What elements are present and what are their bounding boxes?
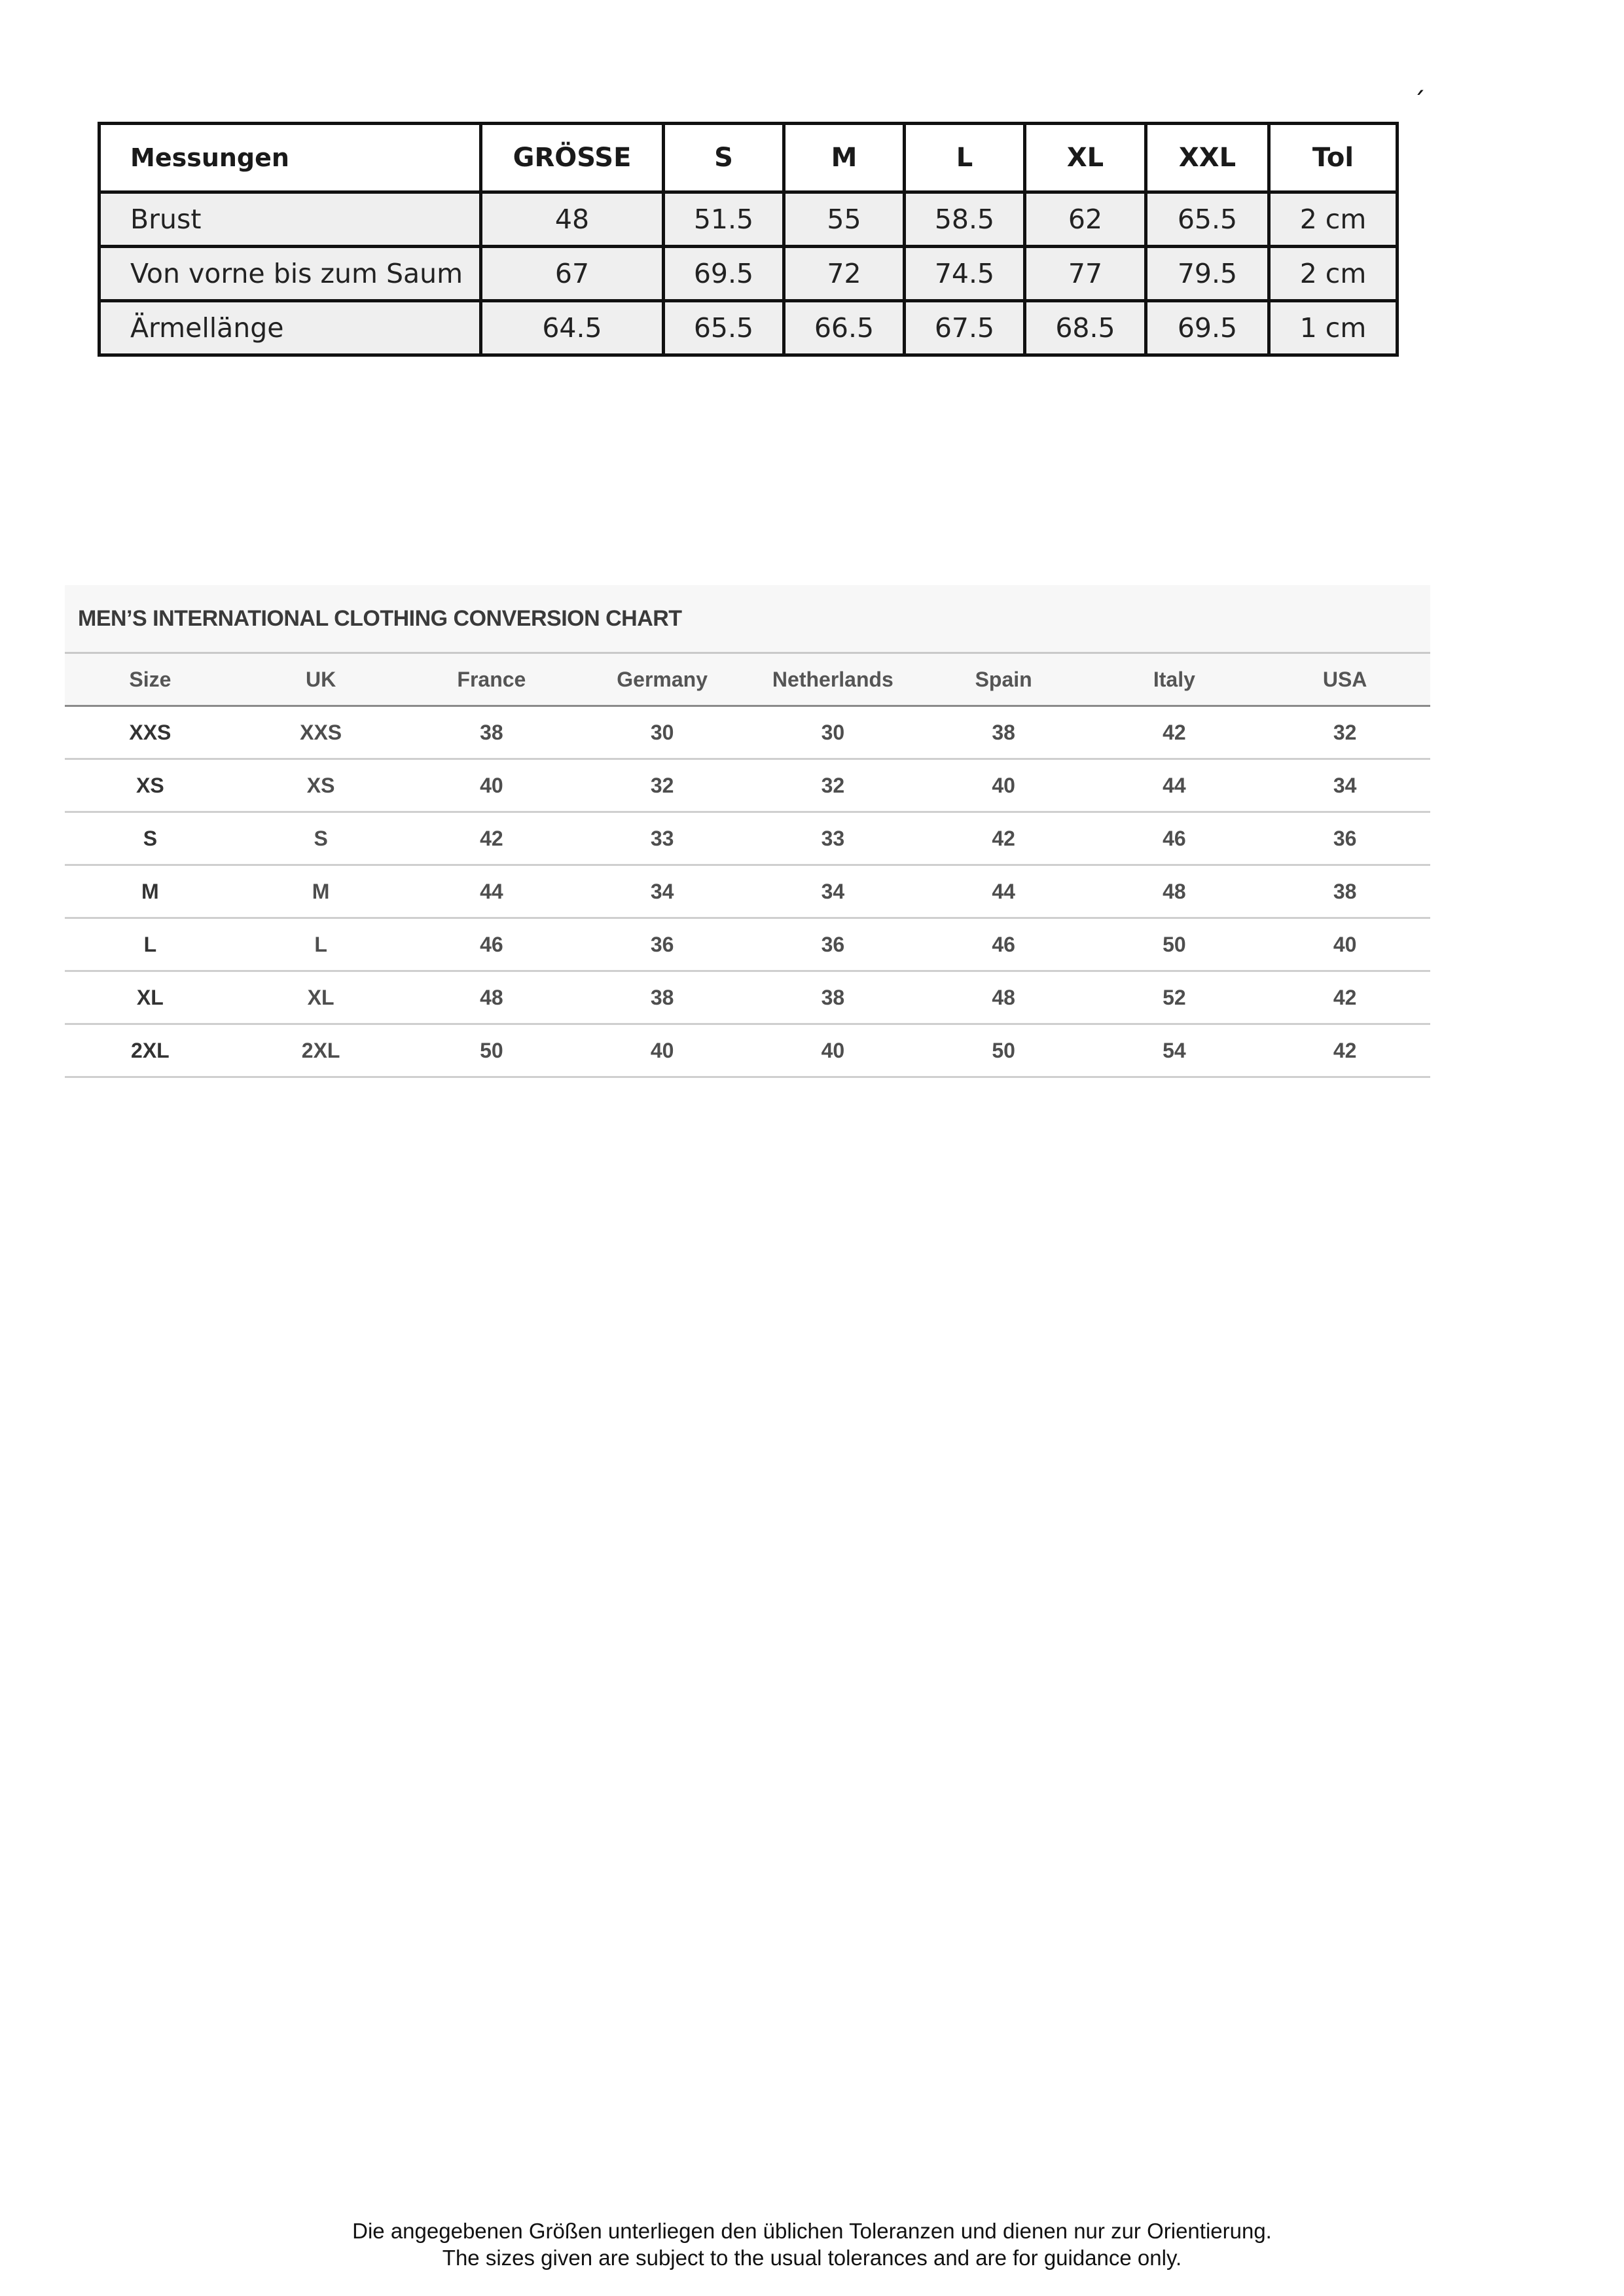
measurement-value: 72 bbox=[784, 247, 905, 301]
conversion-value-cell: 42 bbox=[406, 812, 577, 865]
measurements-header-cell: XXL bbox=[1146, 124, 1269, 192]
measurement-value: 65.5 bbox=[1146, 192, 1269, 247]
conversion-value-cell: 30 bbox=[748, 706, 918, 759]
stray-mark: ˊ bbox=[1413, 88, 1426, 118]
conversion-table bbox=[65, 654, 1430, 1078]
conversion-value-cell: 34 bbox=[577, 865, 748, 918]
conversion-value-cell: S bbox=[236, 812, 406, 865]
conversion-value-cell: 38 bbox=[1259, 865, 1430, 918]
conversion-value-cell: XL bbox=[236, 971, 406, 1024]
conversion-row bbox=[65, 812, 1430, 865]
conversion-value-cell: 42 bbox=[1089, 706, 1260, 759]
conversion-value-cell: 36 bbox=[1259, 812, 1430, 865]
conversion-value-cell: 38 bbox=[748, 971, 918, 1024]
conversion-value-cell: 38 bbox=[406, 706, 577, 759]
conversion-size-cell: M bbox=[65, 865, 236, 918]
conversion-value-cell: 36 bbox=[577, 918, 748, 971]
conversion-row bbox=[65, 706, 1430, 759]
measurements-row bbox=[99, 247, 1398, 301]
conversion-value-cell: XXS bbox=[236, 706, 406, 759]
measurement-value: 55 bbox=[784, 192, 905, 247]
conversion-value-cell: 52 bbox=[1089, 971, 1260, 1024]
measurement-value: 77 bbox=[1025, 247, 1146, 301]
measurements-table bbox=[98, 122, 1399, 357]
conversion-value-cell: 50 bbox=[918, 1024, 1089, 1077]
measurements-header-cell: L bbox=[905, 124, 1025, 192]
conversion-row bbox=[65, 865, 1430, 918]
conversion-value-cell: 32 bbox=[577, 759, 748, 812]
conversion-value-cell: 32 bbox=[1259, 706, 1430, 759]
conversion-value-cell: 40 bbox=[748, 1024, 918, 1077]
footer-note bbox=[0, 2217, 1624, 2271]
conversion-value-cell: M bbox=[236, 865, 406, 918]
conversion-value-cell: 44 bbox=[406, 865, 577, 918]
conversion-value-cell: 33 bbox=[577, 812, 748, 865]
conversion-value-cell: L bbox=[236, 918, 406, 971]
conversion-header-cell: Netherlands bbox=[748, 654, 918, 706]
conversion-value-cell: 36 bbox=[748, 918, 918, 971]
measurement-value: 66.5 bbox=[784, 301, 905, 355]
measurement-value: 65.5 bbox=[664, 301, 784, 355]
conversion-value-cell: 44 bbox=[918, 865, 1089, 918]
conversion-header-cell: France bbox=[406, 654, 577, 706]
conversion-value-cell: 38 bbox=[577, 971, 748, 1024]
measurements-row bbox=[99, 192, 1398, 247]
conversion-value-cell: 34 bbox=[748, 865, 918, 918]
measurement-value: 58.5 bbox=[905, 192, 1025, 247]
conversion-value-cell: 50 bbox=[406, 1024, 577, 1077]
measurements-header-cell: Tol bbox=[1269, 124, 1398, 192]
conversion-value-cell: 40 bbox=[1259, 918, 1430, 971]
conversion-value-cell: 33 bbox=[748, 812, 918, 865]
footer-line-english: The sizes given are subject to the usual tolerances and are for guidance only. bbox=[442, 2246, 1182, 2270]
conversion-size-cell: XS bbox=[65, 759, 236, 812]
measurement-value: 67 bbox=[481, 247, 664, 301]
conversion-row bbox=[65, 759, 1430, 812]
conversion-value-cell: 46 bbox=[406, 918, 577, 971]
measurements-header-cell: Messungen bbox=[99, 124, 481, 192]
conversion-value-cell: 30 bbox=[577, 706, 748, 759]
conversion-value-cell: 46 bbox=[1089, 812, 1260, 865]
measurement-tolerance: 1 cm bbox=[1269, 301, 1398, 355]
conversion-value-cell: 40 bbox=[577, 1024, 748, 1077]
conversion-value-cell: 44 bbox=[1089, 759, 1260, 812]
conversion-size-cell: S bbox=[65, 812, 236, 865]
conversion-value-cell: 46 bbox=[918, 918, 1089, 971]
conversion-size-cell: XXS bbox=[65, 706, 236, 759]
measurements-header-cell: XL bbox=[1025, 124, 1146, 192]
conversion-value-cell: 2XL bbox=[236, 1024, 406, 1077]
conversion-value-cell: 48 bbox=[1089, 865, 1260, 918]
conversion-value-cell: 42 bbox=[1259, 971, 1430, 1024]
conversion-row bbox=[65, 1024, 1430, 1077]
measurement-label: Brust bbox=[99, 192, 481, 247]
conversion-header-cell: UK bbox=[236, 654, 406, 706]
conversion-value-cell: 40 bbox=[918, 759, 1089, 812]
measurement-value: 74.5 bbox=[905, 247, 1025, 301]
measurement-value: 69.5 bbox=[1146, 301, 1269, 355]
conversion-size-cell: 2XL bbox=[65, 1024, 236, 1077]
conversion-value-cell: 32 bbox=[748, 759, 918, 812]
conversion-size-cell: L bbox=[65, 918, 236, 971]
measurement-value: 51.5 bbox=[664, 192, 784, 247]
measurements-header-row bbox=[99, 124, 1398, 192]
measurement-tolerance: 2 cm bbox=[1269, 247, 1398, 301]
conversion-value-cell: 38 bbox=[918, 706, 1089, 759]
measurement-value: 67.5 bbox=[905, 301, 1025, 355]
conversion-header-row bbox=[65, 654, 1430, 706]
measurement-label: Von vorne bis zum Saum bbox=[99, 247, 481, 301]
measurement-value: 68.5 bbox=[1025, 301, 1146, 355]
conversion-table-body bbox=[65, 706, 1430, 1077]
measurements-header-cell: GRÖSSE bbox=[481, 124, 664, 192]
measurement-tolerance: 2 cm bbox=[1269, 192, 1398, 247]
conversion-value-cell: XS bbox=[236, 759, 406, 812]
conversion-value-cell: 42 bbox=[1259, 1024, 1430, 1077]
measurement-value: 48 bbox=[481, 192, 664, 247]
conversion-value-cell: 48 bbox=[918, 971, 1089, 1024]
conversion-value-cell: 50 bbox=[1089, 918, 1260, 971]
conversion-chart bbox=[65, 585, 1430, 1078]
measurements-header-cell: M bbox=[784, 124, 905, 192]
conversion-value-cell: 34 bbox=[1259, 759, 1430, 812]
measurements-header-cell: S bbox=[664, 124, 784, 192]
measurement-value: 64.5 bbox=[481, 301, 664, 355]
conversion-value-cell: 42 bbox=[918, 812, 1089, 865]
conversion-header-cell: Germany bbox=[577, 654, 748, 706]
measurements-row bbox=[99, 301, 1398, 355]
conversion-header-cell: Size bbox=[65, 654, 236, 706]
measurement-label: Ärmellänge bbox=[99, 301, 481, 355]
conversion-size-cell: XL bbox=[65, 971, 236, 1024]
conversion-header-cell: USA bbox=[1259, 654, 1430, 706]
conversion-value-cell: 54 bbox=[1089, 1024, 1260, 1077]
footer-line-german: Die angegebenen Größen unterliegen den üblichen Toleranzen und dienen nur zur Orientierung. bbox=[352, 2219, 1272, 2243]
measurement-value: 62 bbox=[1025, 192, 1146, 247]
measurement-value: 69.5 bbox=[664, 247, 784, 301]
conversion-header-cell: Spain bbox=[918, 654, 1089, 706]
conversion-row bbox=[65, 971, 1430, 1024]
conversion-header-cell: Italy bbox=[1089, 654, 1260, 706]
conversion-value-cell: 40 bbox=[406, 759, 577, 812]
conversion-value-cell: 48 bbox=[406, 971, 577, 1024]
conversion-chart-title: MEN’S INTERNATIONAL CLOTHING CONVERSION CHART bbox=[65, 585, 1430, 654]
measurement-value: 79.5 bbox=[1146, 247, 1269, 301]
conversion-row bbox=[65, 918, 1430, 971]
